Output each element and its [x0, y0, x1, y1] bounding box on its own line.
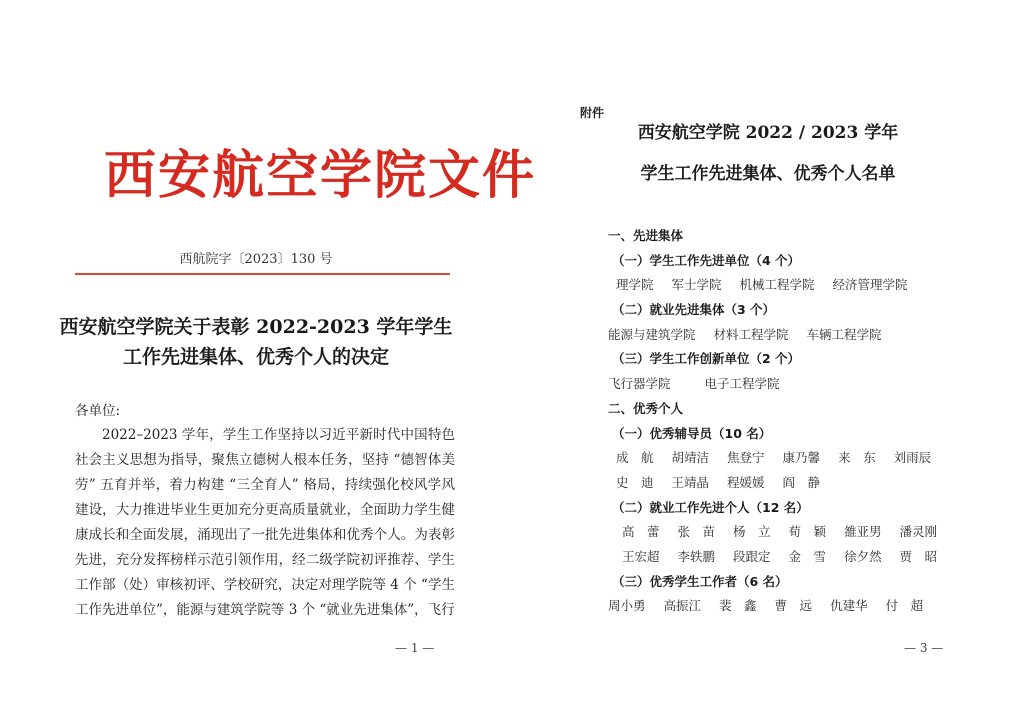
list-entry: 程媛媛	[727, 474, 765, 490]
list-entry: 胡靖洁	[671, 450, 710, 466]
right-page	[512, 0, 1024, 728]
list-row	[608, 471, 948, 496]
list-entry: 能源与建筑学院	[608, 326, 696, 342]
list-entry: 车辆工程学院	[806, 326, 882, 342]
group-heading: （二）就业工作先进个人（12 名）	[612, 499, 809, 515]
section-heading: 一、先进集体	[608, 228, 684, 243]
list-entry: 付 超	[885, 598, 924, 614]
list-row	[608, 273, 948, 298]
list-entry: 金 雪	[788, 548, 827, 564]
list-row	[608, 446, 948, 471]
list-entry: 史 迪	[616, 474, 654, 490]
list-entry: 李轶鹏	[677, 548, 716, 564]
list-entry: 曹 远	[774, 598, 813, 614]
list-entry: 仇建华	[830, 598, 868, 614]
list-row	[608, 520, 948, 545]
list-entry: 徐夕然	[844, 548, 882, 564]
list-entry: 贾 昭	[899, 548, 938, 564]
list-entry: 机械工程学院	[739, 277, 815, 293]
list-entry: 来 东	[838, 450, 876, 466]
decision-title-line2: 工作先进集体、优秀个人的决定	[122, 346, 389, 368]
document-number: 西航院字〔2023〕130 号	[179, 252, 333, 267]
page-number: — 3 —	[904, 641, 944, 655]
list-entry: 高振江	[663, 598, 702, 614]
list-entry: 段跟定	[733, 548, 771, 564]
list-entry: 电子工程学院	[704, 376, 780, 392]
group-heading: （一）学生工作先进单位（4 个）	[612, 252, 801, 268]
body-text	[75, 423, 455, 623]
group-heading: （一）优秀辅导员（10 名）	[612, 425, 772, 441]
attachment-label: 附件	[580, 106, 605, 120]
list-entry: 荀 颖	[788, 524, 827, 540]
page-number: — 1 —	[395, 641, 435, 655]
list-entry: 经济管理学院	[832, 277, 908, 293]
section-heading: 二、优秀个人	[608, 400, 684, 416]
list-entry: 高 蕾	[622, 524, 660, 540]
list-entry: 王靖晶	[671, 474, 710, 490]
list-row	[608, 323, 948, 348]
list-title-line2: 学生工作先进集体、优秀个人名单	[640, 164, 896, 184]
list-entry: 焦登宁	[727, 450, 765, 466]
list-entry: 飞行器学院	[608, 376, 671, 392]
decision-title-line1: 西安航空学院关于表彰 2022-2023 学年学生	[59, 316, 453, 338]
list-entry: 周小勇	[608, 598, 646, 614]
group-heading: （三）学生工作创新单位（2 个）	[612, 351, 801, 367]
list-row	[608, 545, 948, 570]
group-heading: （二）就业先进集体（3 个）	[612, 302, 776, 318]
list-entry: 理学院	[616, 277, 654, 293]
list-entry: 军士学院	[671, 277, 722, 293]
list-entry: 杨 立	[733, 524, 771, 540]
red-rule	[75, 273, 450, 275]
list-title-line1: 西安航空学院 2022 / 2023 学年	[637, 123, 899, 143]
list-entry: 裴 鑫	[719, 598, 757, 614]
list-entry: 雒亚男	[844, 524, 882, 540]
salutation: 各单位:	[75, 403, 121, 419]
list-entry: 成 航	[616, 450, 654, 466]
list-entry: 潘灵刚	[899, 524, 938, 540]
list-entry: 康乃馨	[782, 450, 821, 466]
list-row	[608, 372, 948, 397]
masthead: 西安航空学院文件	[104, 145, 537, 206]
honor-list	[608, 224, 948, 619]
list-entry: 阎 静	[782, 474, 821, 490]
list-entry: 张 苗	[677, 524, 716, 540]
list-row	[608, 594, 948, 619]
body-paragraph: 2022–2023 学年，学生工作坚持以习近平新时代中国特色社会主义思想为指导，聚焦立德树人根本任务，坚持 “德智体美劳” 五育并举，着力构建 “三全育人” 格局，持续强化校风学风建设，大力推进毕业生更加充分更高质量就业，全面助力学生健康成长和全面发展，涌现出了一批先进集体和优秀个人。为表彰先进，充分发挥榜样示范引领作用，经二级学院初评推荐、学生工作部（处）审核初评、学校研究，决定对理学院等 4 个 “学生工作先进单位”，能源与建筑学院等 3 个 “就业先进集体”，飞行	[75, 427, 455, 618]
list-entry: 材料工程学院	[713, 326, 789, 342]
list-entry: 刘雨辰	[893, 450, 932, 466]
group-heading: （三）优秀学生工作者（6 名）	[612, 573, 788, 589]
list-entry: 王宏超	[622, 548, 660, 564]
